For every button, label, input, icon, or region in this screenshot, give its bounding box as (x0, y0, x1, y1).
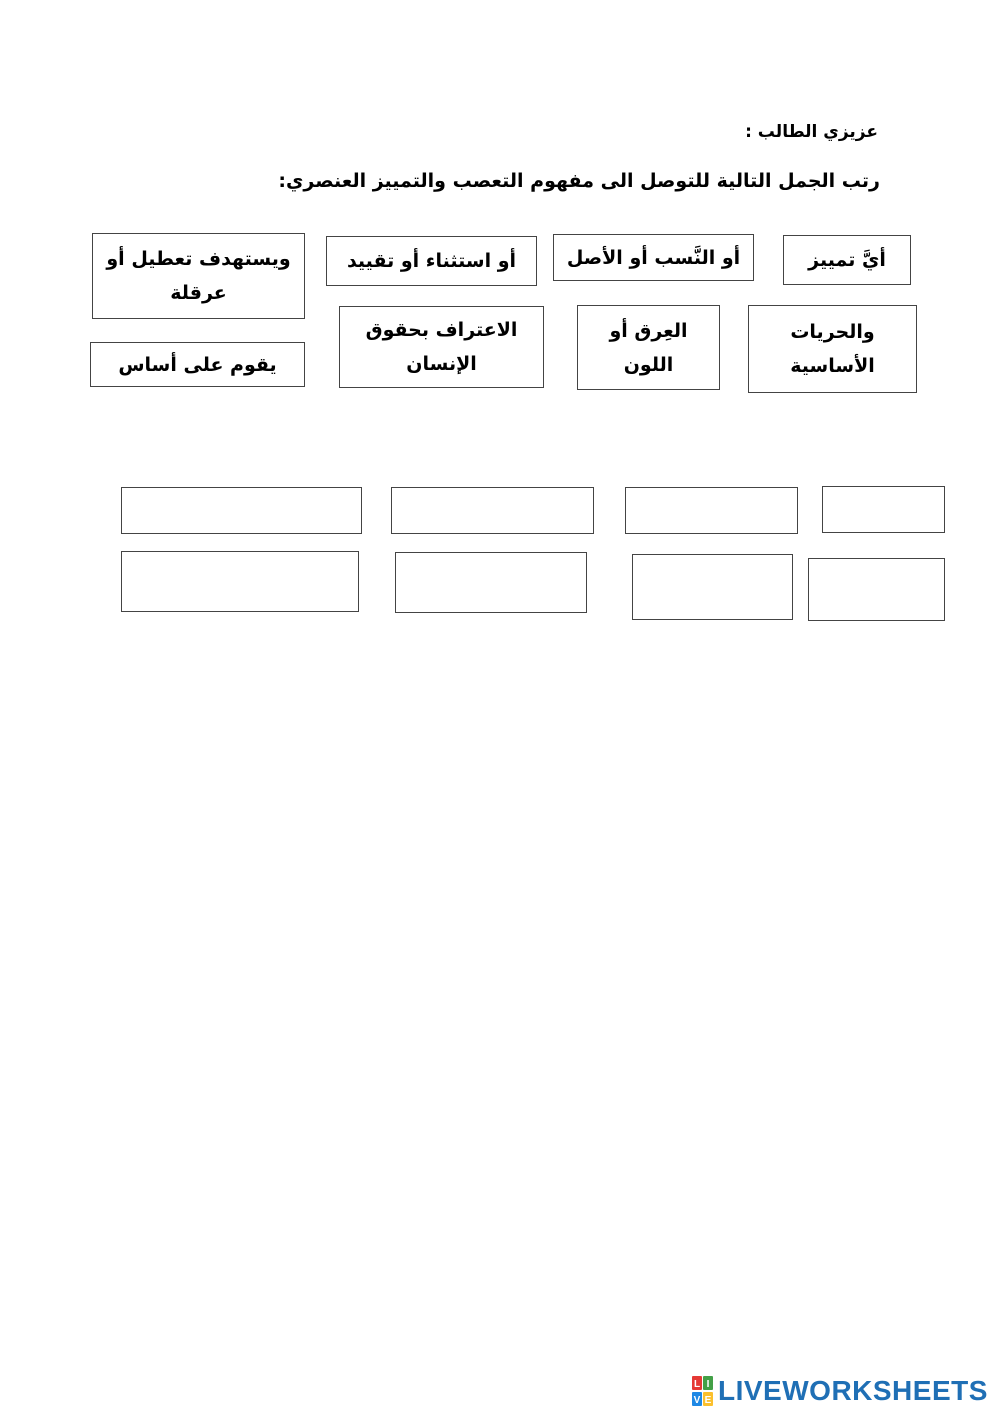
logo-letter: L (693, 1379, 701, 1390)
word-line: العِرق أو (609, 319, 688, 342)
logo-letter: E (704, 1395, 712, 1406)
logo-letter: I (706, 1379, 710, 1390)
word-line: أو النَّسب أو الأصل (566, 246, 741, 269)
word-line: عرقلة (170, 282, 227, 304)
answer-slot-3[interactable] (391, 487, 594, 534)
answer-slot-1[interactable] (822, 486, 945, 533)
word-box-7[interactable] (339, 306, 544, 388)
word-box-1[interactable] (783, 235, 911, 285)
word-box-6[interactable] (577, 305, 720, 390)
word-line: ويستهدف تعطيل أو (106, 248, 291, 270)
liveworksheets-logo (692, 1376, 988, 1406)
word-line: الإنسان (406, 353, 477, 375)
answer-slot-4[interactable] (121, 487, 362, 534)
word-line: اللون (623, 353, 674, 376)
word-line: أو استثناء أو تقييد (346, 250, 517, 272)
answer-slot-6[interactable] (632, 554, 793, 620)
word-line: الأساسية (790, 355, 875, 377)
word-box-5[interactable] (748, 305, 917, 393)
answer-slot-8[interactable] (121, 551, 359, 612)
word-box-2[interactable] (553, 234, 754, 281)
word-line: والحريات (790, 321, 875, 343)
answer-slot-5[interactable] (808, 558, 945, 621)
logo-text: LIVEWORKSHEETS (718, 1375, 988, 1406)
word-line: أيَّ تمييز (808, 249, 886, 271)
word-box-3[interactable] (326, 236, 537, 286)
word-line: يقوم على أساس (118, 353, 277, 376)
answer-slot-2[interactable] (625, 487, 798, 534)
logo-letter: V (693, 1395, 701, 1406)
logo-mark-icon (692, 1376, 714, 1406)
word-box-4[interactable] (92, 233, 305, 319)
word-box-8[interactable] (90, 342, 305, 387)
instruction-text: رتب الجمل التالية للتوصل الى مفهوم التعصب والتمييز العنصري: (278, 170, 880, 192)
answer-slot-7[interactable] (395, 552, 587, 613)
word-line: الاعتراف بحقوق (365, 319, 518, 341)
greeting-text: عزيزي الطالب : (745, 122, 878, 142)
